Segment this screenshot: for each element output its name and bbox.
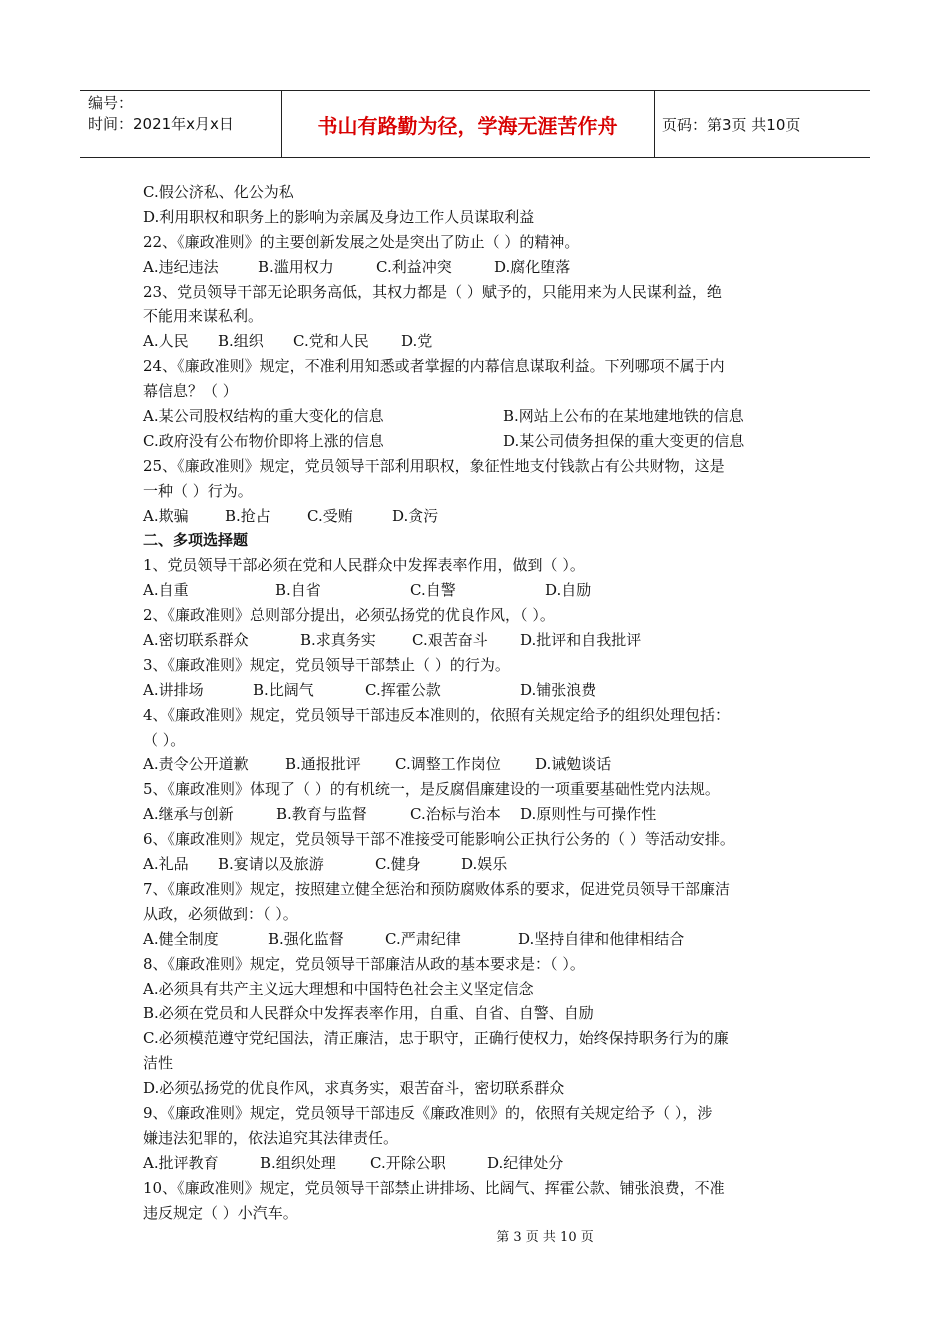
text-line: 幕信息？（ ） — [143, 382, 238, 401]
answer-option: C.自警 — [410, 581, 456, 600]
document-date: 时间：2021年x月x日 — [88, 115, 234, 133]
text-line: D.利用职权和职务上的影响为亲属及身边工作人员谋取利益 — [143, 207, 535, 226]
answer-options — [143, 802, 823, 827]
answer-option: A.批评教育 — [143, 1153, 219, 1172]
answer-option: C.治标与治本 — [410, 805, 501, 824]
answer-options — [143, 1151, 823, 1176]
answer-option: A.讲排场 — [143, 680, 204, 699]
answer-options — [143, 752, 823, 777]
answer-option: D.原则性与可操作性 — [520, 805, 657, 824]
text-line: 不能用来谋私利。 — [143, 307, 264, 326]
answer-option: A.密切联系群众 — [143, 631, 249, 650]
text-line: B.必须在党员和人民群众中发挥表率作用，自重、自省、自警、自励 — [143, 1004, 594, 1023]
text-line: 9、《廉政准则》规定，党员领导干部违反《廉政准则》的，依照有关规定给予（ ），涉 — [143, 1103, 713, 1122]
text-line: 6、《廉政准则》规定，党员领导干部不准接受可能影响公正执行公务的（ ）等活动安排。 — [143, 830, 735, 849]
answer-option: D.娱乐 — [461, 855, 508, 874]
answer-option: D.坚持自律和他律相结合 — [518, 929, 685, 948]
answer-option: D.某公司债务担保的重大变更的信息 — [503, 431, 745, 450]
answer-option: C.政府没有公布物价即将上涨的信息 — [143, 431, 384, 450]
answer-options — [143, 429, 823, 454]
answer-option: B.滥用权力 — [258, 257, 334, 276]
answer-option: B.强化监督 — [268, 929, 344, 948]
text-line: （ ）。 — [143, 730, 186, 749]
text-line: 23、党员领导干部无论职务高低，其权力都是（ ）赋予的，只能用来为人民谋利益，绝 — [143, 282, 722, 301]
text-line: 洁性 — [143, 1054, 174, 1073]
answer-option: A.某公司股权结构的重大变化的信息 — [143, 407, 384, 426]
answer-option: D.自励 — [545, 581, 592, 600]
answer-option: C.调整工作岗位 — [395, 755, 501, 774]
answer-option: C.党和人民 — [293, 332, 369, 351]
page-footer: 第 3 页 共 10 页 — [496, 1230, 594, 1245]
answer-option: B.教育与监督 — [276, 805, 367, 824]
header-info — [88, 93, 234, 135]
text-line: 嫌违法犯罪的，依法追究其法律责任。 — [143, 1128, 399, 1147]
answer-option: A.责令公开道歉 — [143, 755, 249, 774]
answer-option: A.违纪违法 — [143, 257, 219, 276]
answer-option: B.宴请以及旅游 — [218, 855, 324, 874]
answer-options — [143, 329, 823, 354]
answer-option: C.挥霍公款 — [365, 680, 441, 699]
answer-options — [143, 504, 823, 529]
text-line: 8、《廉政准则》规定，党员领导干部廉洁从政的基本要求是：（ ）。 — [143, 954, 585, 973]
answer-option: A.欺骗 — [143, 506, 189, 525]
answer-option: B.抢占 — [225, 506, 271, 525]
text-line: A.必须具有共产主义远大理想和中国特色社会主义坚定信念 — [143, 979, 534, 998]
answer-option: B.组织 — [218, 332, 264, 351]
answer-options — [143, 678, 823, 703]
answer-options — [143, 404, 823, 429]
answer-options — [143, 578, 823, 603]
answer-option: C.开除公职 — [370, 1153, 446, 1172]
text-line: 5、《廉政准则》体现了（ ）的有机统一，是反腐倡廉建设的一项重要基础性党内法规。 — [143, 780, 720, 799]
text-line: 24、《廉政准则》规定，不准利用知悉或者掌握的内幕信息谋取利益。下列哪项不属于内 — [143, 357, 725, 376]
answer-option: D.批评和自我批评 — [520, 631, 642, 650]
answer-option: D.纪律处分 — [487, 1153, 564, 1172]
answer-option: C.利益冲突 — [376, 257, 452, 276]
text-line: 7、《廉政准则》规定，按照建立健全惩治和预防腐败体系的要求，促进党员领导干部廉洁 — [143, 879, 731, 898]
answer-option: B.通报批评 — [285, 755, 361, 774]
text-line: 25、《廉政准则》规定，党员领导干部利用职权，象征性地支付钱款占有公共财物，这是 — [143, 456, 725, 475]
answer-option: B.自省 — [275, 581, 321, 600]
answer-option: B.比阔气 — [253, 680, 314, 699]
answer-option: A.继承与创新 — [143, 805, 234, 824]
answer-option: D.贪污 — [392, 506, 439, 525]
answer-option: D.铺张浪费 — [520, 680, 597, 699]
answer-options — [143, 852, 823, 877]
header-motto: 书山有路勤为径，学海无涯苦作舟 — [317, 113, 618, 138]
answer-options — [143, 927, 823, 952]
text-line: C.必须模范遵守党纪国法，清正廉洁，忠于职守，正确行使权力，始终保持职务行为的廉 — [143, 1029, 729, 1048]
text-line: 1、党员领导干部必须在党和人民群众中发挥表率作用，做到（ ）。 — [143, 556, 585, 575]
answer-option: C.受贿 — [307, 506, 353, 525]
answer-options — [143, 255, 823, 280]
answer-option: C.严肃纪律 — [385, 929, 461, 948]
header-divider — [654, 91, 655, 157]
text-line: 4、《廉政准则》规定，党员领导干部违反本准则的，依照有关规定给予的组织处理包括： — [143, 705, 731, 724]
text-line: 10、《廉政准则》规定，党员领导干部禁止讲排场、比阔气、挥霍公款、铺张浪费，不准 — [143, 1178, 725, 1197]
text-line: 3、《廉政准则》规定，党员领导干部禁止（ ）的行为。 — [143, 655, 510, 674]
answer-option: D.党 — [401, 332, 433, 351]
answer-option: A.自重 — [143, 581, 189, 600]
section-heading: 二、多项选择题 — [143, 531, 249, 550]
answer-option: B.网站上公布的在某地建地铁的信息 — [503, 407, 744, 426]
text-line: 2、《廉政准则》总则部分提出，必须弘扬党的优良作风，（ ）。 — [143, 606, 555, 625]
text-line: 22、《廉政准则》的主要创新发展之处是突出了防止（ ）的精神。 — [143, 232, 580, 251]
answer-option: B.求真务实 — [300, 631, 376, 650]
answer-option: A.健全制度 — [143, 929, 219, 948]
document-header — [80, 90, 870, 158]
answer-options — [143, 628, 823, 653]
text-line: 违反规定（ ）小汽车。 — [143, 1203, 298, 1222]
document-body — [143, 180, 823, 1225]
text-line: 一种（ ）行为。 — [143, 481, 253, 500]
answer-option: C.艰苦奋斗 — [412, 631, 488, 650]
text-line: 从政，必须做到：（ ）。 — [143, 904, 298, 923]
text-line: D.必须弘扬党的优良作风，求真务实，艰苦奋斗，密切联系群众 — [143, 1079, 565, 1098]
answer-option: A.人民 — [143, 332, 189, 351]
answer-option: D.诫勉谈话 — [535, 755, 612, 774]
header-page-number: 页码：第3页 共10页 — [662, 115, 801, 134]
answer-option: A.礼品 — [143, 855, 189, 874]
answer-option: C.健身 — [375, 855, 421, 874]
text-line: C.假公济私、化公为私 — [143, 183, 294, 201]
document-number-label: 编号： — [88, 94, 134, 112]
answer-option: B.组织处理 — [260, 1153, 336, 1172]
answer-option: D.腐化堕落 — [494, 257, 571, 276]
